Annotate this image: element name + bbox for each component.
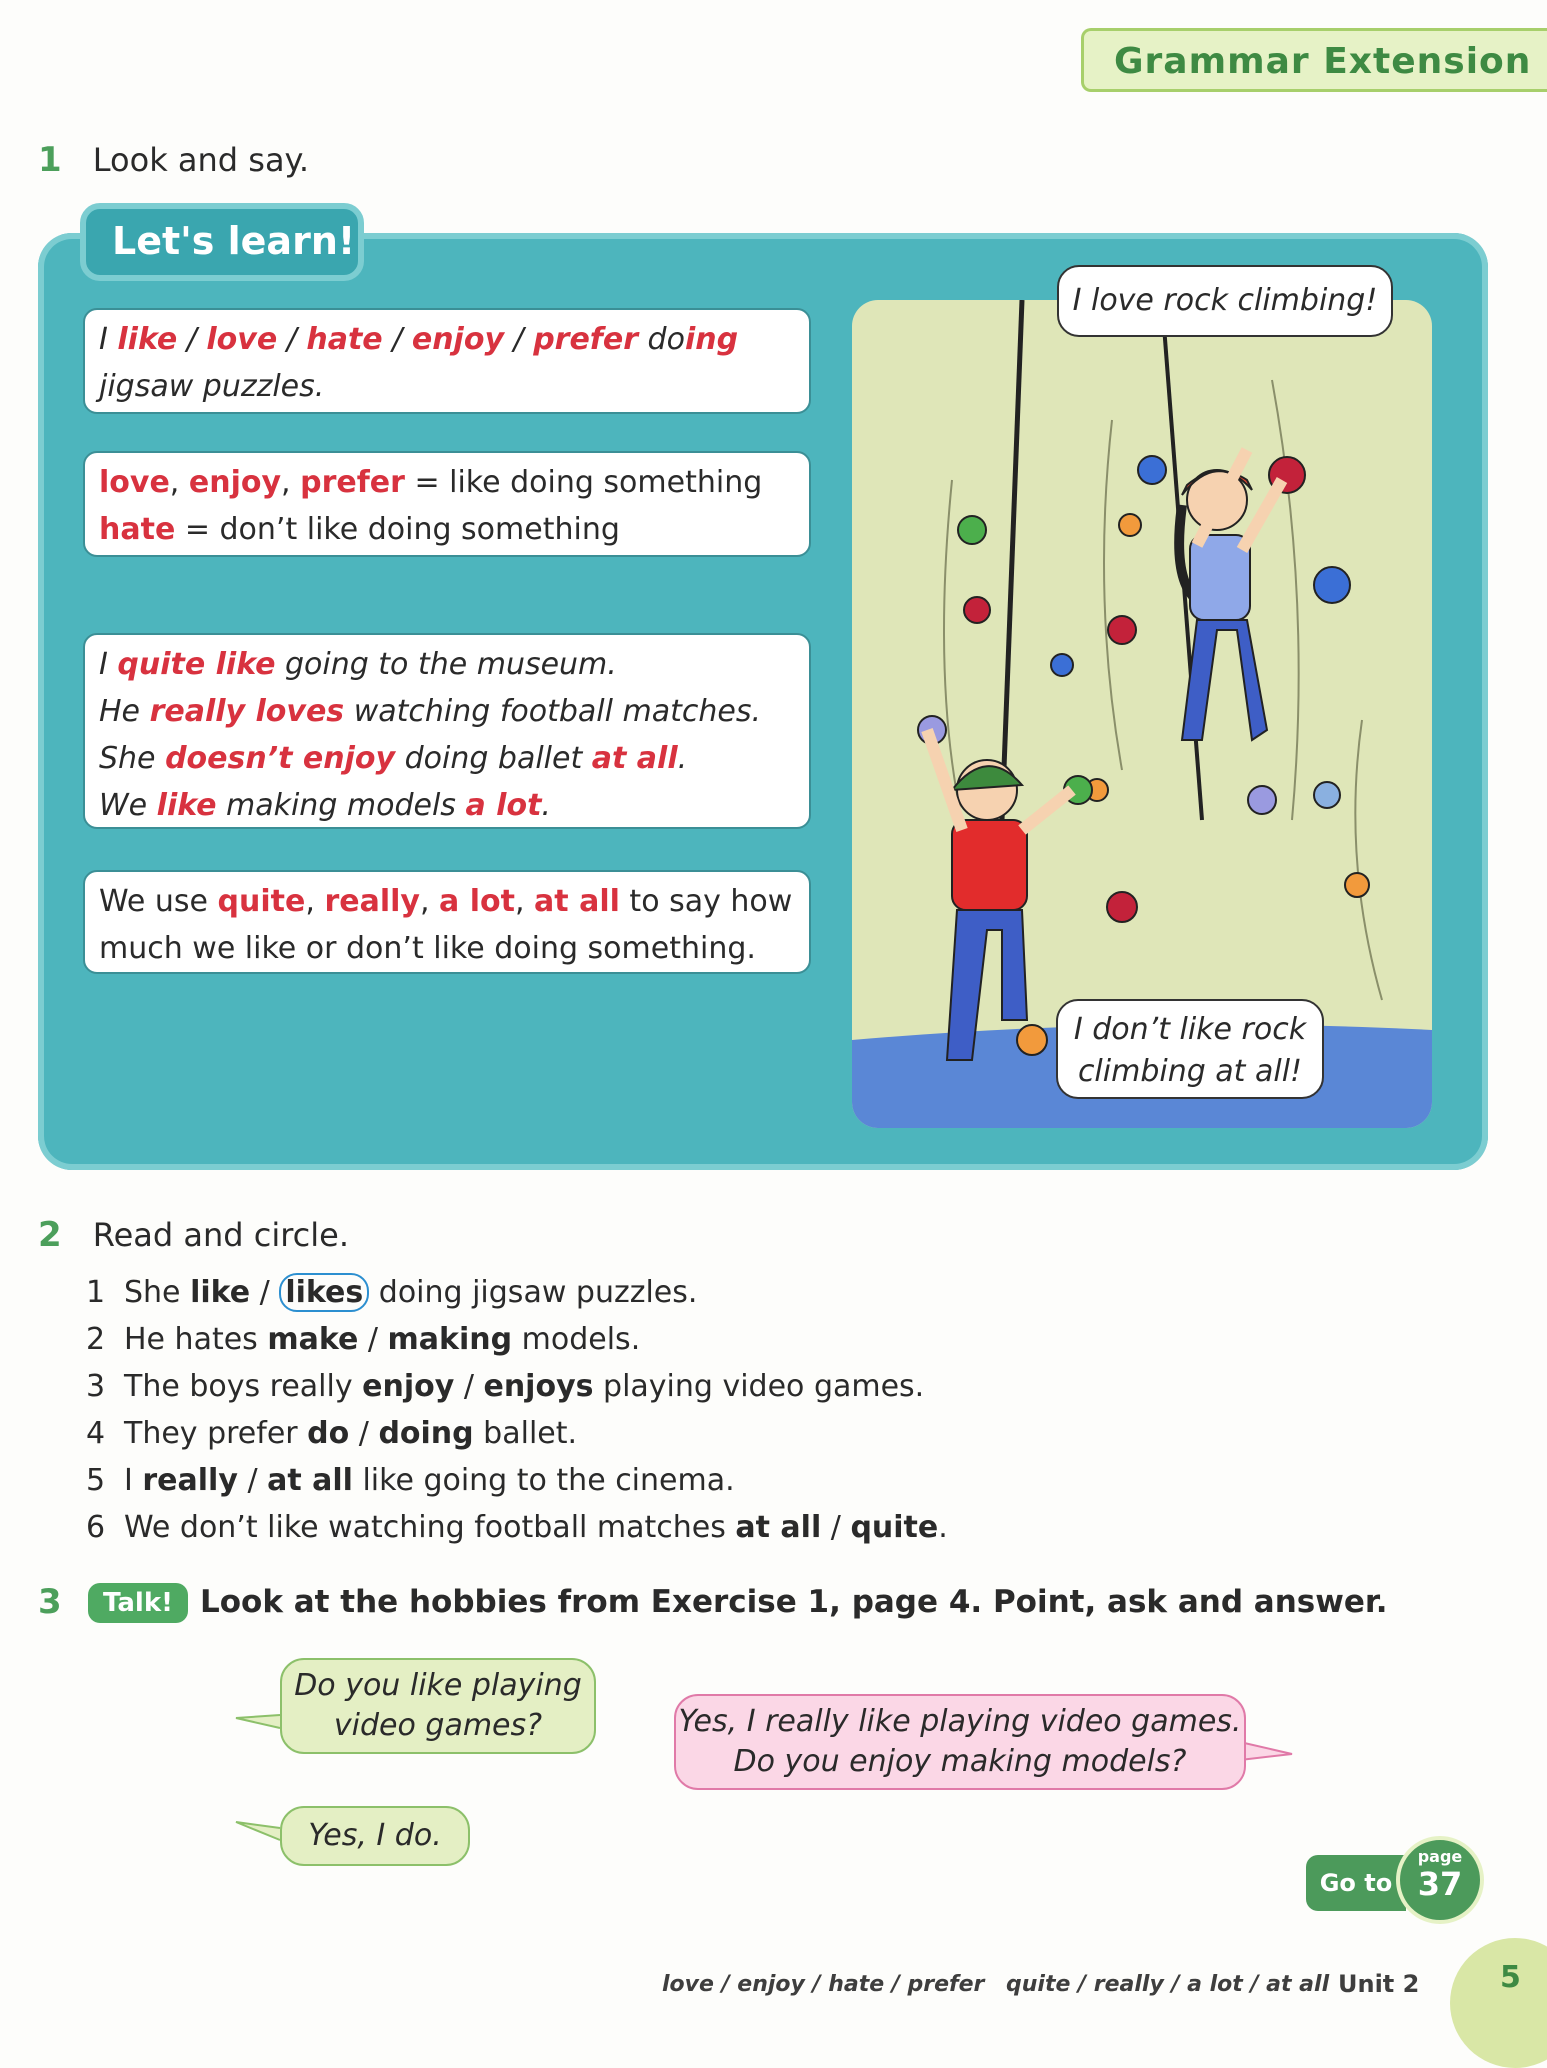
highlight: a lot — [465, 788, 542, 823]
slash: / — [504, 322, 534, 357]
adverb-really: really — [324, 884, 420, 919]
exercise-2-number: 2 — [38, 1215, 62, 1255]
slash: / — [454, 1369, 484, 1404]
text: doing ballet — [395, 741, 592, 776]
word-love: love — [99, 465, 170, 500]
highlight: really loves — [149, 694, 345, 729]
text: . — [677, 741, 688, 776]
lets-learn-label: Let's learn! — [112, 219, 356, 263]
text: jigsaw puzzles. — [99, 369, 325, 404]
text: much we like or don’t like doing something. — [99, 931, 756, 966]
page-corner-circle — [1450, 1938, 1547, 2068]
comma: , — [281, 465, 301, 500]
text: making models — [216, 788, 466, 823]
speech-bubble-boy-line2: climbing at all! — [1077, 1054, 1303, 1089]
exercise-1-number: 1 — [38, 140, 62, 180]
slash: / — [177, 322, 207, 357]
exercise-3-title: Look at the hobbies from Exercise 1, page 4. Point, ask and answer. — [200, 1584, 1388, 1620]
grammar-box-meanings — [83, 451, 811, 557]
item-text: She — [124, 1275, 191, 1310]
comma: , — [419, 884, 440, 919]
option-2[interactable]: doing — [378, 1416, 474, 1451]
item-text: doing jigsaw puzzles. — [369, 1275, 698, 1310]
speech-bubble-answer-2 — [280, 1806, 470, 1866]
talk-badge: Talk! — [88, 1583, 188, 1623]
slash: / — [821, 1510, 851, 1545]
adverb-a-lot: a lot — [439, 884, 515, 919]
footer-adverbs: quite / really / a lot / at all — [1006, 1972, 1330, 1997]
speech-bubble-answer-1 — [674, 1694, 1246, 1790]
word-prefer: prefer — [300, 465, 405, 500]
exercise-2-item — [86, 1457, 1286, 1504]
option-1[interactable]: like — [190, 1275, 251, 1310]
comma: , — [169, 465, 189, 500]
page-label: page — [1417, 1847, 1463, 1866]
bubble-line: Yes, I really like playing video games. — [678, 1704, 1242, 1739]
speech-bubble-girl-text: I love rock climbing! — [1072, 283, 1378, 318]
text: She — [99, 741, 166, 776]
highlight: at all — [591, 741, 678, 776]
item-number: 3 — [86, 1369, 106, 1404]
item-text: He hates — [124, 1322, 268, 1357]
grammar-box-verbs — [83, 308, 811, 414]
exercise-2-item — [86, 1504, 1286, 1551]
section-tag — [1081, 28, 1547, 92]
comma: , — [514, 884, 535, 919]
footer-unit: Unit 2 — [1338, 1970, 1420, 1998]
item-text: The boys really — [124, 1369, 363, 1404]
exercise-2-title: Read and circle. — [92, 1216, 349, 1254]
footer-verbs: love / enjoy / hate / prefer — [662, 1972, 985, 1997]
slash: / — [237, 1463, 268, 1498]
exercise-2-item — [86, 1410, 1286, 1457]
bubble-line: Do you like playing — [294, 1668, 582, 1703]
text: watching football matches. — [344, 694, 761, 729]
speech-bubble-boy-line1: I don’t like rock — [1073, 1012, 1307, 1047]
grammar-box-adverbs — [83, 870, 811, 974]
bubble-line: video games? — [333, 1708, 543, 1743]
exercise-2-item — [86, 1363, 1286, 1410]
slash: / — [277, 322, 307, 357]
option-2[interactable]: making — [387, 1322, 513, 1357]
suffix-ing: ing — [684, 322, 739, 357]
text: We use — [99, 884, 218, 919]
go-to-page-badge[interactable] — [1396, 1836, 1484, 1924]
page-number-footer: 5 — [1500, 1960, 1521, 1995]
text: = don’t like doing something — [175, 512, 620, 547]
text: I — [99, 322, 118, 357]
speech-bubble-question-1 — [280, 1658, 596, 1754]
option-2-circled[interactable]: likes — [279, 1273, 369, 1312]
adverb-at-all: at all — [534, 884, 620, 919]
exercise-2-item — [86, 1269, 1286, 1316]
verb-love: love — [206, 322, 278, 357]
highlight: like — [156, 788, 217, 823]
item-text: like going to the cinema. — [352, 1463, 735, 1498]
exercise-2-item — [86, 1316, 1286, 1363]
exercise-2-list — [86, 1269, 1286, 1551]
verb-enjoy: enjoy — [411, 322, 504, 357]
slash: / — [358, 1322, 388, 1357]
item-text: . — [938, 1510, 948, 1545]
text: = like doing something — [404, 465, 763, 500]
item-number: 5 — [86, 1463, 106, 1498]
option-2[interactable]: quite — [850, 1510, 939, 1545]
section-tag-label: Grammar Extension — [1114, 41, 1532, 82]
highlight: quite like — [117, 647, 276, 682]
bubble-line: Yes, I do. — [308, 1818, 442, 1853]
text: do — [638, 322, 685, 357]
exercise-1-heading — [38, 140, 309, 180]
exercise-1-title: Look and say. — [92, 141, 310, 179]
exercise-3-number-wrap — [38, 1582, 62, 1622]
lets-learn-tab — [80, 203, 364, 281]
slash: / — [349, 1416, 379, 1451]
word-hate: hate — [99, 512, 176, 547]
slash: / — [250, 1275, 280, 1310]
word-enjoy: enjoy — [188, 465, 282, 500]
grammar-box-examples — [83, 633, 811, 829]
option-1[interactable]: really — [142, 1463, 238, 1498]
option-1[interactable]: do — [307, 1416, 350, 1451]
item-number: 1 — [86, 1275, 106, 1310]
go-to-button[interactable] — [1306, 1855, 1406, 1911]
text: We — [99, 788, 157, 823]
highlight: doesn’t enjoy — [165, 741, 396, 776]
text: going to the museum. — [275, 647, 617, 682]
item-text: I — [124, 1463, 143, 1498]
exercise-2-heading — [38, 1215, 349, 1255]
text: to say how — [619, 884, 793, 919]
option-2[interactable]: enjoys — [483, 1369, 594, 1404]
item-text: playing video games. — [593, 1369, 925, 1404]
text: . — [541, 788, 551, 823]
text: I — [99, 647, 118, 682]
item-text: They prefer — [124, 1416, 308, 1451]
bubble-line: Do you enjoy making models? — [733, 1744, 1187, 1779]
option-1[interactable]: make — [267, 1322, 359, 1357]
verb-hate: hate — [306, 322, 383, 357]
text: He — [99, 694, 150, 729]
item-text: models. — [512, 1322, 641, 1357]
page-number: 37 — [1417, 1865, 1463, 1903]
speech-bubble-boy — [1056, 999, 1324, 1099]
option-1[interactable]: enjoy — [362, 1369, 455, 1404]
option-1[interactable]: at all — [735, 1510, 822, 1545]
item-number: 2 — [86, 1322, 106, 1357]
option-2[interactable]: at all — [267, 1463, 353, 1498]
speech-bubble-girl — [1057, 265, 1393, 337]
item-number: 4 — [86, 1416, 106, 1451]
go-to-label: Go to — [1319, 1869, 1393, 1897]
comma: , — [305, 884, 325, 919]
verb-like: like — [117, 322, 178, 357]
adverb-quite: quite — [217, 884, 306, 919]
item-number: 6 — [86, 1510, 106, 1545]
slash: / — [382, 322, 412, 357]
verb-prefer: prefer — [533, 322, 638, 357]
item-text: ballet. — [473, 1416, 578, 1451]
exercise-3-number: 3 — [38, 1582, 62, 1622]
item-text: We don’t like watching football matches — [124, 1510, 736, 1545]
